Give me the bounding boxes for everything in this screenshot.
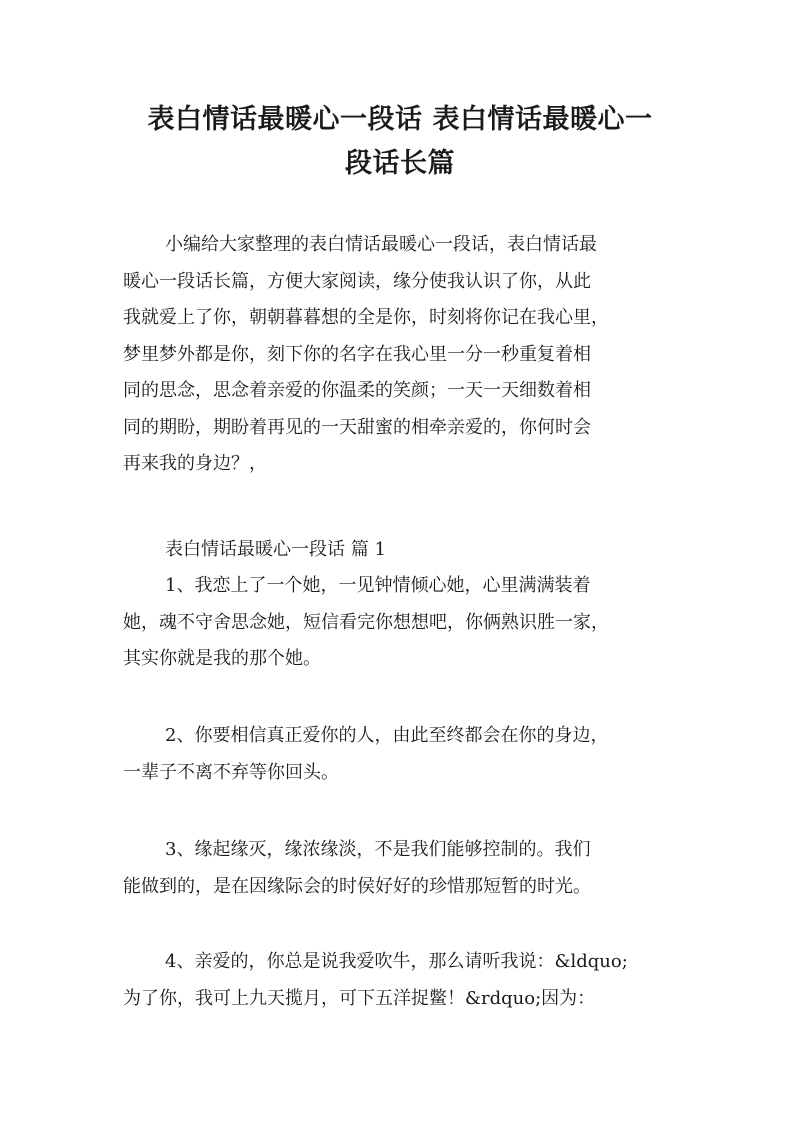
intro-line: 同的期盼，期盼着再见的一天甜蜜的相牵亲爱的，你何时会 <box>123 416 591 438</box>
list-item-line: 能做到的，是在因缘际会的时侯好好的珍惜那短暂的时光。 <box>123 875 591 897</box>
list-item-line: 一辈子不离不弃等你回头。 <box>123 761 339 783</box>
section-heading <box>123 532 683 569</box>
list-item-line: 她，魂不守舍思念她，短信看完你想想吧，你俩熟识胜一家， <box>123 611 609 633</box>
list-item-line: 其实你就是我的那个她。 <box>123 648 321 669</box>
list-item <box>123 568 683 678</box>
list-item <box>123 944 683 1017</box>
list-item <box>123 718 683 791</box>
intro-line: 我就爱上了你，朝朝暮暮想的全是你，时刻将你记在我心里， <box>123 307 609 328</box>
list-item <box>123 832 683 905</box>
list-item-line: 为了你，我可上九天揽月，可下五洋捉鳖！&rdquo;因为： <box>123 987 596 1009</box>
intro-line: 暖心一段话长篇，方便大家阅读，缘分使我认识了你，从此 <box>123 270 591 292</box>
intro-line: 小编给大家整理的表白情话最暖心一段话，表白情话最 <box>165 234 597 255</box>
list-item-line: 2、你要相信真正爱你的人，由此至终都会在你的身边， <box>165 725 609 746</box>
intro-line: 再来我的身边？， <box>123 453 267 474</box>
intro-paragraph <box>123 227 683 483</box>
intro-line: 梦里梦外都是你，刻下你的名字在我心里一分一秒重复着相 <box>123 343 591 365</box>
list-item-line: 1、我恋上了一个她，一见钟情倾心她，心里满满装着 <box>165 575 591 596</box>
title-line-1: 表白情话最暖心一段话 表白情话最暖心一 <box>147 104 653 135</box>
list-item-line: 3、缘起缘灭，缘浓缘淡，不是我们能够控制的。我们 <box>165 839 591 860</box>
list-item-line: 4、亲爱的，你总是说我爱吹牛，那么请听我说：&ldquo; <box>165 951 628 972</box>
document-title <box>100 98 700 186</box>
section-heading-text: 表白情话最暖心一段话 篇 1 <box>165 539 386 560</box>
title-line-2: 段话长篇 <box>345 148 455 179</box>
intro-line: 同的思念，思念着亲爱的你温柔的笑颜；一天一天细数着相 <box>123 380 591 401</box>
